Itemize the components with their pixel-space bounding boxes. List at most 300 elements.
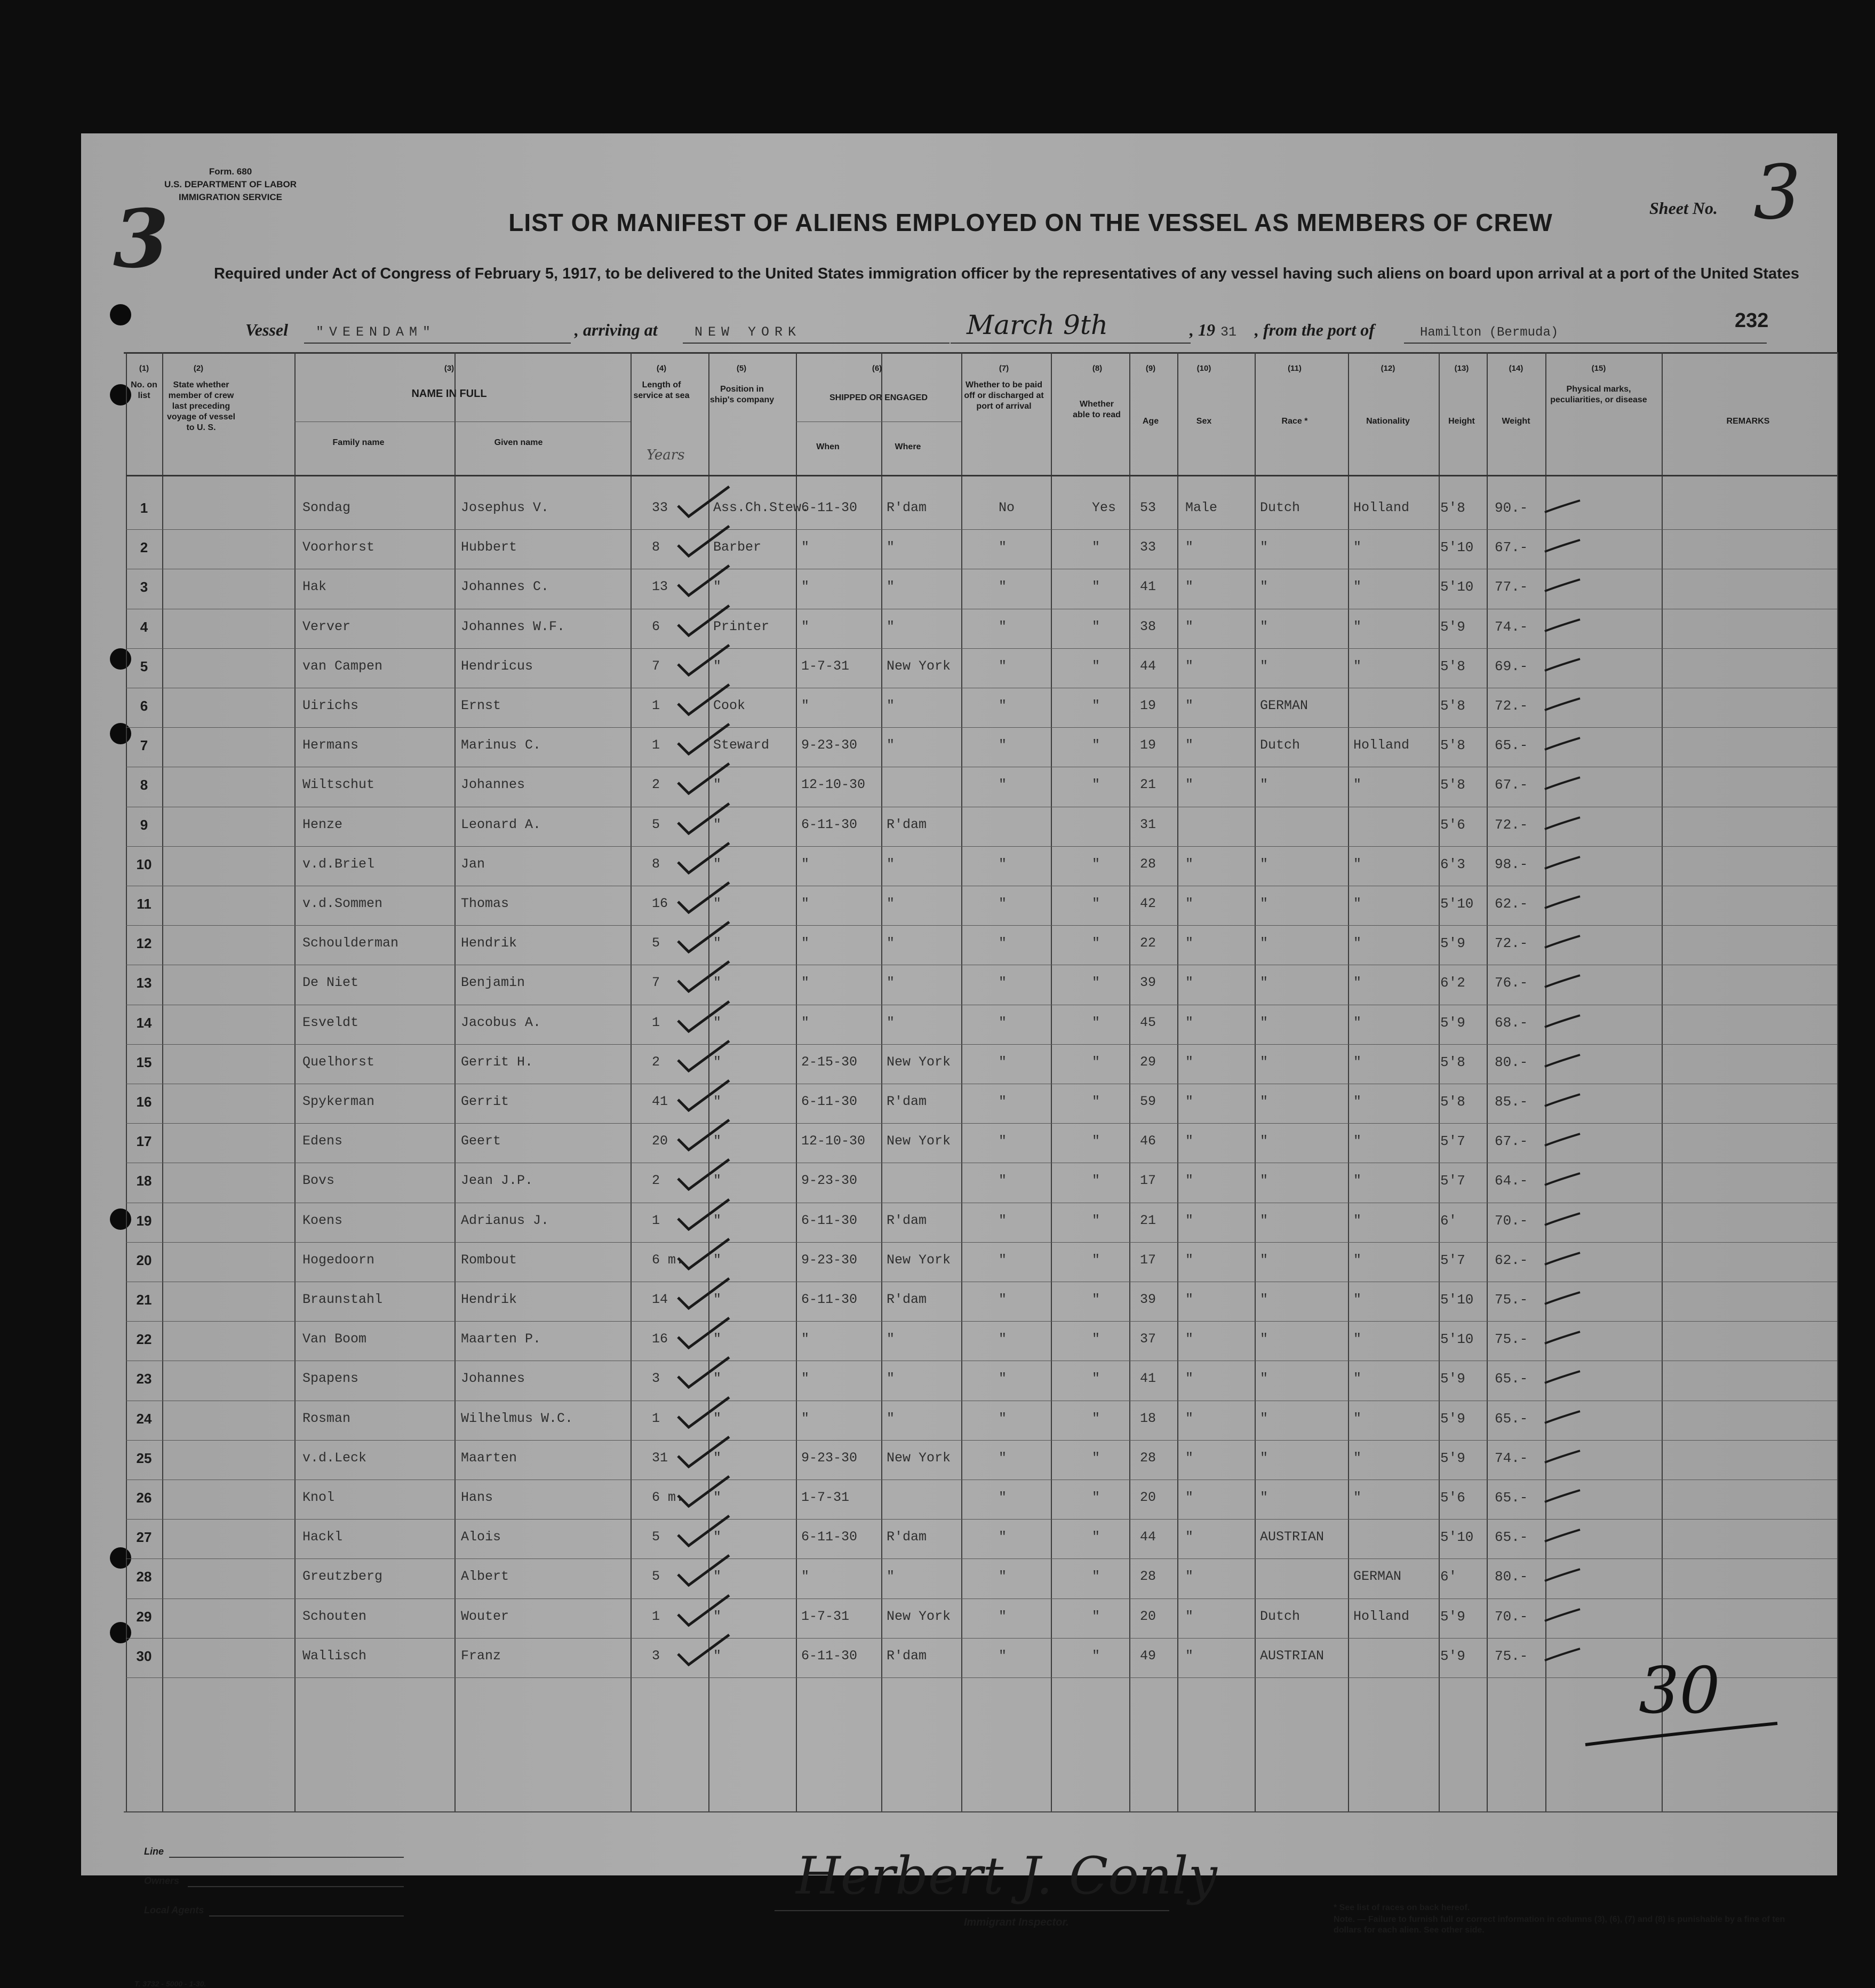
cell-family: Schoulderman <box>302 935 399 951</box>
cell-when: " <box>801 935 810 951</box>
physical-marks-dash <box>1543 1051 1585 1072</box>
cell-read: " <box>1092 579 1100 594</box>
cell-service: 7 <box>652 658 660 674</box>
row-number: 7 <box>140 737 148 753</box>
cell-race: " <box>1260 1173 1268 1188</box>
cell-when: 12-10-30 <box>801 777 866 792</box>
col-header-family: Family name <box>332 438 385 447</box>
cell-height: 5'9 <box>1440 1450 1465 1466</box>
row-number: 22 <box>136 1331 152 1347</box>
row-rule <box>126 1638 1837 1639</box>
cell-where: " <box>887 1015 895 1030</box>
col-number: (13) <box>1454 364 1469 373</box>
page-title: LIST OR MANIFEST OF ALIENS EMPLOYED ON THE VESSEL AS MEMBERS OF CREW <box>508 209 1553 236</box>
cell-weight: 80.- <box>1495 1569 1528 1585</box>
col-number: (11) <box>1288 364 1302 373</box>
local-agents-underline <box>209 1915 404 1917</box>
cell-race: " <box>1260 1371 1268 1386</box>
check-mark-icon <box>676 1156 735 1194</box>
cell-nationality: " <box>1353 1292 1362 1307</box>
column-rule <box>631 352 632 1811</box>
cell-given: Hendrik <box>461 935 517 951</box>
cell-read: " <box>1092 1609 1100 1624</box>
cell-age: 19 <box>1140 698 1156 713</box>
years-note: Years <box>647 447 685 463</box>
cell-service: 2 <box>652 777 660 792</box>
column-rule <box>961 352 962 1811</box>
row-number: 8 <box>140 777 148 793</box>
cell-given: Leonard A. <box>461 817 541 832</box>
cell-where: R'dam <box>887 1213 927 1228</box>
cell-sex: " <box>1185 1331 1194 1347</box>
owners-label: Owners <box>144 1875 180 1886</box>
cell-when: " <box>801 896 810 911</box>
cell-nationality: " <box>1353 1411 1362 1426</box>
cell-age: 28 <box>1140 1450 1156 1466</box>
physical-marks-dash <box>1543 1011 1585 1032</box>
cell-when: 9-23-30 <box>801 1252 858 1268</box>
cell-when: 1-7-31 <box>801 1490 850 1505</box>
cell-nationality: " <box>1353 1331 1362 1347</box>
row-rule <box>126 1123 1837 1124</box>
cell-read: " <box>1092 1213 1100 1228</box>
cell-weight: 85.- <box>1495 1094 1528 1110</box>
cell-age: 28 <box>1140 1569 1156 1584</box>
cell-where: " <box>887 737 895 753</box>
vessel-label: Vessel <box>245 320 288 339</box>
penalty-note: Note. — Failure to furnish full or correct information in columns (3), (6), (7) and (8) is punishable by a fine of ten dollars for each alien. See other side. <box>1334 1915 1785 1935</box>
cell-family: Koens <box>302 1213 343 1228</box>
cell-service: 13 <box>652 579 668 594</box>
cell-age: 33 <box>1140 539 1156 555</box>
cell-read: " <box>1092 856 1100 872</box>
physical-marks-dash <box>1543 1367 1585 1388</box>
col-header-where: Where <box>895 442 921 451</box>
cell-height: 5'9 <box>1440 1015 1465 1031</box>
cell-weight: 74.- <box>1495 1450 1528 1466</box>
cell-sex: " <box>1185 896 1194 911</box>
cell-position: " <box>713 896 722 911</box>
cell-age: 39 <box>1140 1292 1156 1307</box>
cell-age: 17 <box>1140 1252 1156 1268</box>
cell-nationality: " <box>1353 896 1362 911</box>
cell-paid: " <box>999 1411 1007 1426</box>
cell-paid: " <box>999 777 1007 792</box>
col-number: (6) <box>872 364 882 373</box>
cell-nationality: " <box>1353 1015 1362 1030</box>
cell-family: Spapens <box>302 1371 359 1386</box>
cell-position: " <box>713 935 722 951</box>
cell-where: " <box>887 935 895 951</box>
cell-sex: " <box>1185 1371 1194 1386</box>
cell-age: 38 <box>1140 619 1156 634</box>
cell-height: 5'9 <box>1440 935 1465 951</box>
cell-height: 5'8 <box>1440 1094 1465 1110</box>
cell-nationality: " <box>1353 579 1362 594</box>
cell-read: " <box>1092 1371 1100 1386</box>
column-rule <box>1487 352 1488 1811</box>
cell-paid: " <box>999 896 1007 911</box>
cell-sex: " <box>1185 1054 1194 1070</box>
cell-height: 5'10 <box>1440 1331 1474 1347</box>
cell-race: " <box>1260 658 1268 674</box>
cell-sex: " <box>1185 935 1194 951</box>
cell-where: R'dam <box>887 1648 927 1664</box>
row-rule <box>126 846 1837 847</box>
punch-hole <box>110 1547 131 1569</box>
cell-sex: " <box>1185 1569 1194 1584</box>
cell-where: R'dam <box>887 1292 927 1307</box>
check-mark-icon <box>676 1236 735 1273</box>
cell-given: Hendrik <box>461 1292 517 1307</box>
col-number: (10) <box>1196 364 1211 373</box>
physical-marks-dash <box>1543 773 1585 794</box>
check-mark-icon <box>676 919 735 956</box>
header-bottom-rule <box>126 475 1837 476</box>
row-number: 12 <box>136 935 152 951</box>
cell-height: 5'9 <box>1440 1411 1465 1427</box>
cell-paid: " <box>999 975 1007 990</box>
cell-when: 6-11-30 <box>801 1292 858 1307</box>
column-rule <box>1177 352 1178 1811</box>
cell-when: " <box>801 698 810 713</box>
cell-age: 44 <box>1140 658 1156 674</box>
cell-race: " <box>1260 539 1268 555</box>
cell-height: 5'9 <box>1440 1609 1465 1625</box>
check-mark-icon <box>676 523 735 560</box>
cell-service: 2 <box>652 1054 660 1070</box>
cell-service: 8 <box>652 539 660 555</box>
cell-when: 1-7-31 <box>801 1609 850 1624</box>
cell-family: Verver <box>302 619 351 634</box>
cell-family: Edens <box>302 1133 343 1149</box>
row-number: 1 <box>140 500 148 516</box>
cell-service: 20 <box>652 1133 668 1149</box>
cell-read: " <box>1092 1490 1100 1505</box>
row-rule <box>126 1044 1837 1045</box>
cell-service: 6 m. <box>652 1490 684 1505</box>
cell-height: 6' <box>1440 1569 1457 1585</box>
physical-marks-dash <box>1543 1446 1585 1468</box>
col-header-paid: Whether to be paid off or discharged at port of arrival <box>964 380 1044 411</box>
cell-nationality: " <box>1353 856 1362 872</box>
cell-weight: 65.- <box>1495 1490 1528 1506</box>
cell-sex: Male <box>1185 500 1218 515</box>
cell-where: " <box>887 1331 895 1347</box>
cell-weight: 64.- <box>1495 1173 1528 1189</box>
cell-read: " <box>1092 935 1100 951</box>
cell-nationality: " <box>1353 1450 1362 1466</box>
cell-race: AUSTRIAN <box>1260 1529 1325 1545</box>
cell-where: New York <box>887 1133 951 1149</box>
cell-service: 1 <box>652 1609 660 1624</box>
cell-read: " <box>1092 658 1100 674</box>
row-number: 3 <box>140 579 148 595</box>
column-rule <box>1439 352 1440 1811</box>
cell-read: " <box>1092 1411 1100 1426</box>
col-header-when: When <box>816 442 840 451</box>
cell-given: Josephus V. <box>461 500 549 515</box>
cell-when: 6-11-30 <box>801 1213 858 1228</box>
cell-service: 1 <box>652 1411 660 1426</box>
total-count: 30 <box>1639 1654 1720 1728</box>
cell-where: R'dam <box>887 500 927 515</box>
cell-paid: " <box>999 1213 1007 1228</box>
cell-race: " <box>1260 579 1268 594</box>
col-header-sex: Sex <box>1196 417 1212 426</box>
row-number: 17 <box>136 1133 152 1149</box>
cell-race: " <box>1260 1252 1268 1268</box>
cell-height: 5'10 <box>1440 1529 1474 1545</box>
row-rule <box>126 529 1837 530</box>
cell-position: " <box>713 1173 722 1188</box>
col-header-name: NAME IN FULL <box>411 388 487 400</box>
cell-given: Jan <box>461 856 485 872</box>
cell-age: 44 <box>1140 1529 1156 1545</box>
cell-service: 5 <box>652 935 660 951</box>
row-number: 18 <box>136 1173 152 1189</box>
cell-service: 1 <box>652 698 660 713</box>
cell-given: Wouter <box>461 1609 509 1624</box>
cell-position: " <box>713 856 722 872</box>
cell-nationality: Holland <box>1353 1609 1410 1624</box>
cell-family: Bovs <box>302 1173 335 1188</box>
cell-age: 21 <box>1140 1213 1156 1228</box>
cell-read: " <box>1092 698 1100 713</box>
row-number: 14 <box>136 1015 152 1031</box>
cell-sex: " <box>1185 1252 1194 1268</box>
row-number: 23 <box>136 1371 152 1387</box>
cell-when: " <box>801 975 810 990</box>
cell-paid: " <box>999 619 1007 634</box>
cell-weight: 65.- <box>1495 1411 1528 1427</box>
cell-position: " <box>713 1569 722 1584</box>
check-mark-icon <box>676 602 735 640</box>
cell-position: " <box>713 1371 722 1386</box>
cell-age: 46 <box>1140 1133 1156 1149</box>
check-mark-icon <box>676 1354 735 1391</box>
service-name: IMMIGRATION SERVICE <box>179 192 282 202</box>
cell-position: Ass.Ch.Stew. <box>713 500 810 515</box>
cell-service: 16 <box>652 1331 668 1347</box>
cell-race: " <box>1260 619 1268 634</box>
signature-line <box>775 1910 1169 1911</box>
cell-family: Esveldt <box>302 1015 359 1030</box>
check-mark-icon <box>676 1038 735 1075</box>
check-mark-icon <box>676 800 735 838</box>
cell-when: " <box>801 1371 810 1386</box>
cell-given: Rombout <box>461 1252 517 1268</box>
row-rule <box>126 1440 1837 1441</box>
physical-marks-dash <box>1543 853 1585 874</box>
cell-race: " <box>1260 935 1268 951</box>
cell-read: Yes <box>1092 500 1116 515</box>
col-header-shipped: SHIPPED OR ENGAGED <box>829 393 928 402</box>
cell-nationality: " <box>1353 1054 1362 1070</box>
cell-read: " <box>1092 1133 1100 1149</box>
cell-nationality: " <box>1353 658 1362 674</box>
owners-underline <box>188 1886 404 1887</box>
check-mark-icon <box>676 642 735 679</box>
cell-weight: 76.- <box>1495 975 1528 991</box>
cell-weight: 74.- <box>1495 619 1528 635</box>
col-number: (12) <box>1381 364 1395 373</box>
cell-read: " <box>1092 1015 1100 1030</box>
check-mark-icon <box>676 998 735 1036</box>
cell-position: " <box>713 658 722 674</box>
cell-position: Cook <box>713 698 746 713</box>
cell-age: 49 <box>1140 1648 1156 1664</box>
col-number: (14) <box>1509 364 1523 373</box>
cell-read: " <box>1092 1094 1100 1109</box>
cell-family: Wiltschut <box>302 777 375 792</box>
cell-race: " <box>1260 1015 1268 1030</box>
cell-read: " <box>1092 619 1100 634</box>
cell-nationality: Holland <box>1353 500 1410 515</box>
cell-when: 9-23-30 <box>801 737 858 753</box>
cell-sex: " <box>1185 856 1194 872</box>
col-header-remarks: REMARKS <box>1726 417 1770 426</box>
cell-age: 59 <box>1140 1094 1156 1109</box>
cell-race: " <box>1260 1213 1268 1228</box>
cell-service: 6 m. <box>652 1252 684 1268</box>
cell-where: " <box>887 579 895 594</box>
cell-height: 5'10 <box>1440 539 1474 555</box>
cell-where: New York <box>887 658 951 674</box>
row-number: 24 <box>136 1411 152 1427</box>
cell-nationality: " <box>1353 539 1362 555</box>
row-number: 13 <box>136 975 152 991</box>
cell-paid: " <box>999 935 1007 951</box>
cell-when: 6-11-30 <box>801 500 858 515</box>
cell-weight: 72.- <box>1495 817 1528 833</box>
cell-given: Marinus C. <box>461 737 541 753</box>
col-header-physical: Physical marks, peculiarities, or disease <box>1550 385 1647 404</box>
cell-when: " <box>801 539 810 555</box>
row-rule <box>126 727 1837 728</box>
cell-read: " <box>1092 777 1100 792</box>
cell-where: " <box>887 1371 895 1386</box>
row-number: 15 <box>136 1054 152 1070</box>
total-annotation <box>1564 1643 1788 1793</box>
column-rule <box>1545 352 1546 1811</box>
cell-paid: " <box>999 1490 1007 1505</box>
column-rule <box>454 352 456 1811</box>
column-rule <box>881 352 882 1811</box>
cell-height: 5'9 <box>1440 619 1465 635</box>
cell-height: 5'7 <box>1440 1133 1465 1149</box>
cell-family: Braunstahl <box>302 1292 383 1307</box>
cell-height: 6'2 <box>1440 975 1465 991</box>
cell-height: 5'9 <box>1440 1648 1465 1664</box>
row-rule <box>126 1519 1837 1520</box>
check-mark-icon <box>676 562 735 600</box>
cell-age: 20 <box>1140 1490 1156 1505</box>
cell-service: 16 <box>652 896 668 911</box>
cell-read: " <box>1092 1450 1100 1466</box>
cell-height: 6' <box>1440 1213 1457 1229</box>
cell-family: v.d.Sommen <box>302 896 383 911</box>
arriving-underline <box>683 343 950 344</box>
cell-service: 41 <box>652 1094 668 1109</box>
check-mark-icon <box>676 1315 735 1352</box>
cell-family: Van Boom <box>302 1331 367 1347</box>
physical-marks-dash <box>1543 971 1585 992</box>
cell-race: " <box>1260 1133 1268 1149</box>
cell-given: Johannes <box>461 777 525 792</box>
col-header-state: State whether member of crew last preceding voyage of vessel to U. S. <box>166 380 236 432</box>
from-port-label: , from the port of <box>1255 320 1375 339</box>
physical-marks-dash <box>1543 1327 1585 1349</box>
check-mark-icon <box>676 1394 735 1432</box>
cell-paid: " <box>999 1015 1007 1030</box>
cell-sex: " <box>1185 539 1194 555</box>
column-rule <box>126 352 127 1811</box>
row-number: 19 <box>136 1213 152 1229</box>
line-underline <box>169 1857 404 1858</box>
department-name: U.S. DEPARTMENT OF LABOR <box>164 179 297 189</box>
from-port: Hamilton (Bermuda) <box>1420 325 1559 340</box>
cell-when: 6-11-30 <box>801 1648 858 1664</box>
cell-position: Steward <box>713 737 770 753</box>
cell-when: " <box>801 856 810 872</box>
col-number: (5) <box>736 364 747 373</box>
cell-position: " <box>713 1331 722 1347</box>
row-number: 10 <box>136 856 152 872</box>
row-rule <box>126 1321 1837 1322</box>
col-header-age: Age <box>1142 417 1159 426</box>
cell-given: Gerrit H. <box>461 1054 533 1070</box>
cell-where: " <box>887 1569 895 1584</box>
cell-weight: 98.- <box>1495 856 1528 872</box>
cell-paid: " <box>999 1094 1007 1109</box>
cell-family: Henze <box>302 817 343 832</box>
cell-service: 2 <box>652 1173 660 1188</box>
cell-weight: 75.- <box>1495 1648 1528 1664</box>
column-rule <box>294 352 296 1811</box>
cell-nationality: " <box>1353 1490 1362 1505</box>
cell-sex: " <box>1185 1213 1194 1228</box>
cell-when: " <box>801 579 810 594</box>
cell-weight: 75.- <box>1495 1292 1528 1308</box>
sheet-number-label: Sheet No. <box>1649 198 1718 218</box>
physical-marks-dash <box>1543 813 1585 834</box>
cell-weight: 72.- <box>1495 698 1528 714</box>
check-mark-icon <box>676 1632 735 1669</box>
print-code: T. 3732 - 5000 - 1-30. <box>134 1979 206 1988</box>
col-number: (7) <box>999 364 1009 373</box>
cell-position: " <box>713 1213 722 1228</box>
cell-when: " <box>801 1015 810 1030</box>
column-rule <box>1662 352 1663 1811</box>
cell-position: " <box>713 1252 722 1268</box>
col-number: (9) <box>1145 364 1156 373</box>
cell-service: 14 <box>652 1292 668 1307</box>
cell-family: Uirichs <box>302 698 359 713</box>
cell-service: 1 <box>652 1015 660 1030</box>
cell-family: Rosman <box>302 1411 351 1426</box>
cell-race: " <box>1260 1094 1268 1109</box>
cell-given: Gerrit <box>461 1094 509 1109</box>
cell-nationality: " <box>1353 1371 1362 1386</box>
cell-given: Johannes W.F. <box>461 619 565 634</box>
cell-sex: " <box>1185 975 1194 990</box>
cell-race: " <box>1260 856 1268 872</box>
cell-position: " <box>713 1648 722 1664</box>
cell-where: New York <box>887 1054 951 1070</box>
row-number: 11 <box>137 896 151 912</box>
from-port-underline <box>1404 343 1767 344</box>
